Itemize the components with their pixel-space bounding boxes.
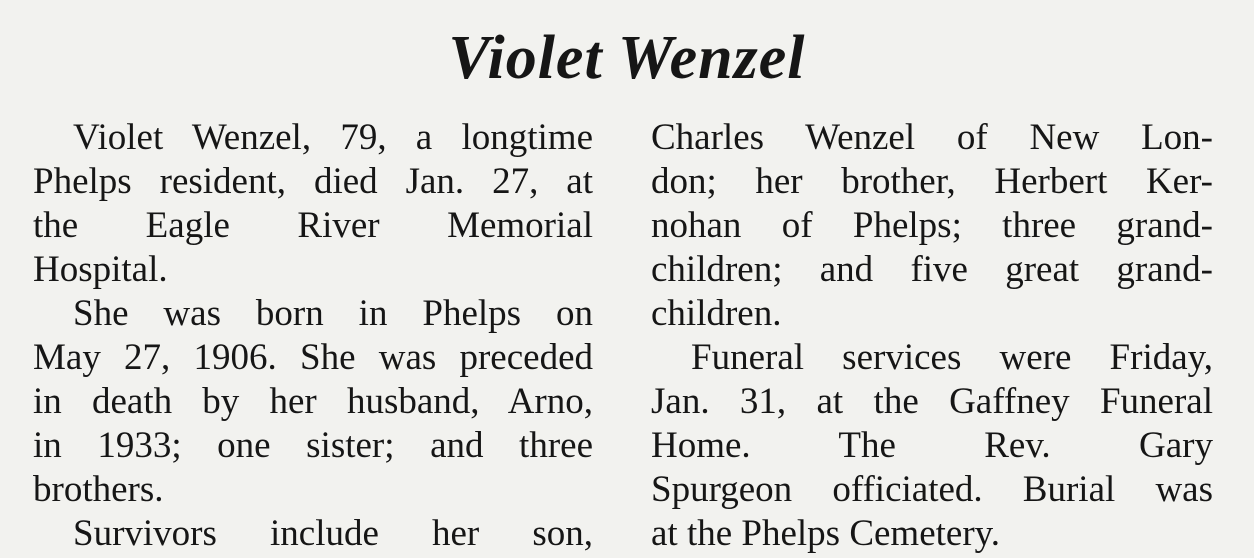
- right-column: [651, 116, 1213, 556]
- text-line: children.: [651, 293, 782, 334]
- text-line: Charles Wenzel of New Lon-: [651, 117, 1213, 158]
- text-line: Home. The Rev. Gary: [651, 425, 1213, 466]
- left-column: [33, 116, 593, 556]
- text-line: in death by her husband, Arno,: [33, 381, 593, 422]
- text-line: the Eagle River Memorial: [33, 205, 593, 246]
- text-line: May 27, 1906. She was preceded: [33, 337, 593, 378]
- text-line: children; and five great grand-: [651, 249, 1213, 290]
- text-line: Survivors include her son,: [73, 513, 593, 554]
- text-line: nohan of Phelps; three grand-: [651, 205, 1213, 246]
- text-line: don; her brother, Herbert Ker-: [651, 161, 1213, 202]
- text-line: She was born in Phelps on: [73, 293, 593, 334]
- text-line: Phelps resident, died Jan. 27, at: [33, 161, 593, 202]
- text-line: Spurgeon officiated. Burial was: [651, 469, 1213, 510]
- text-line: brothers.: [33, 469, 164, 510]
- text-line: Violet Wenzel, 79, a longtime: [73, 117, 593, 158]
- text-line: at the Phelps Cemetery.: [651, 513, 1001, 554]
- text-line: Jan. 31, at the Gaffney Funeral: [651, 381, 1213, 422]
- obituary-headline: Violet Wenzel: [448, 24, 806, 92]
- text-line: in 1933; one sister; and three: [33, 425, 593, 466]
- text-line: Hospital.: [33, 249, 168, 290]
- text-line: Funeral services were Friday,: [691, 337, 1213, 378]
